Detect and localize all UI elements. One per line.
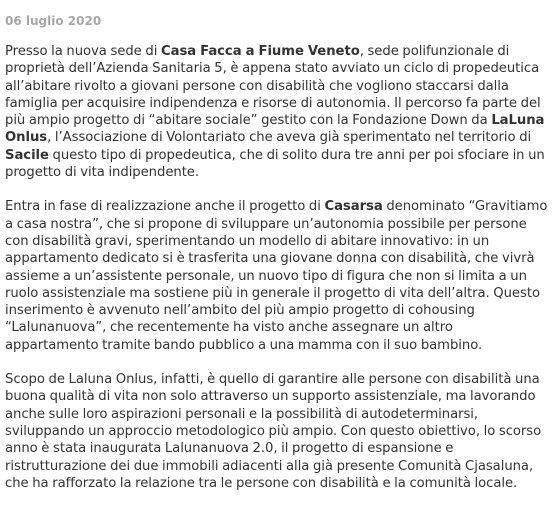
paragraph-3 bbox=[5, 371, 550, 492]
text-run: questo tipo di propedeutica, che di solito dura tre anni per poi sfociare in un progetto di vita indipendente. bbox=[5, 147, 545, 181]
text-run: , l’Associazione di Volontariato che aveva già sperimentato nel territorio di bbox=[47, 130, 532, 146]
paragraph-1 bbox=[5, 43, 550, 181]
bold-place-name: Casa Facca a Fiume Veneto bbox=[160, 44, 360, 59]
text-run: Scopo de Laluna Onlus, infatti, è quello di garantire alle persone con disabilità una buona qualità di vita non solo attraverso un supporto assistenziale, ma lavorando anche sulle loro aspirazioni personali e la possibilità di autodeterminarsi, sviluppando un approccio metodologico più ampio. Con questo obiettivo, lo scorso anno è stata inaugurata Lalunanuova 2.0, il progetto di espansione e ristrutturazione dei due immobili adiacenti alla già presente Comunità Cjasaluna, che ha rafforzato la relazione tra le persone con disabilità e la comunità locale. bbox=[5, 372, 542, 491]
bold-org-name: LaLuna Onlus bbox=[5, 113, 545, 146]
text-run: Presso la nuova sede di bbox=[5, 44, 161, 59]
text-run: , sede polifunzionale di proprietà dell’Azienda Sanitaria 5, è appena stato avviato un ciclo di propedeutica all’abitare rivolto a giovani persone con disabilità che vogliono staccarsi dalla famiglia per acquisire indipendenza e risorse di autonomia. Il percorso fa parte del più ampio progetto di “abitare sociale” gestito con la Fondazione Down da bbox=[5, 44, 541, 129]
text-run: denominato “Gravitiamo a casa nostra”, che si propone di sviluppare un’autonomia possibile per persone con disabilità gravi, sperimentando un modello di abitare innovativo: in un appartamento dedicato si è trasferita una giovane donna con disabilità, che vivrà assieme a un’assistente personale, un nuovo tipo di figura che non si limita a un ruolo assistenziale ma sostiene più in generale il progetto di vita dell’altra. Questo inserimento è avvenuto nell’ambito del più ampio progetto di cohousing “Lalunanuova”, che recentemente ha visto anche assegnare un altro appartamento tramite bando pubblico a una mamma con il suo bambino. bbox=[5, 199, 548, 353]
bold-place-name: Casarsa bbox=[324, 199, 383, 215]
text-run: Entra in fase di realizzazione anche il progetto di bbox=[5, 199, 325, 215]
bold-place-name: Sacile bbox=[5, 147, 49, 163]
article-date: 06 luglio 2020 bbox=[5, 14, 102, 28]
article bbox=[5, 13, 550, 509]
paragraph-2 bbox=[5, 198, 550, 354]
